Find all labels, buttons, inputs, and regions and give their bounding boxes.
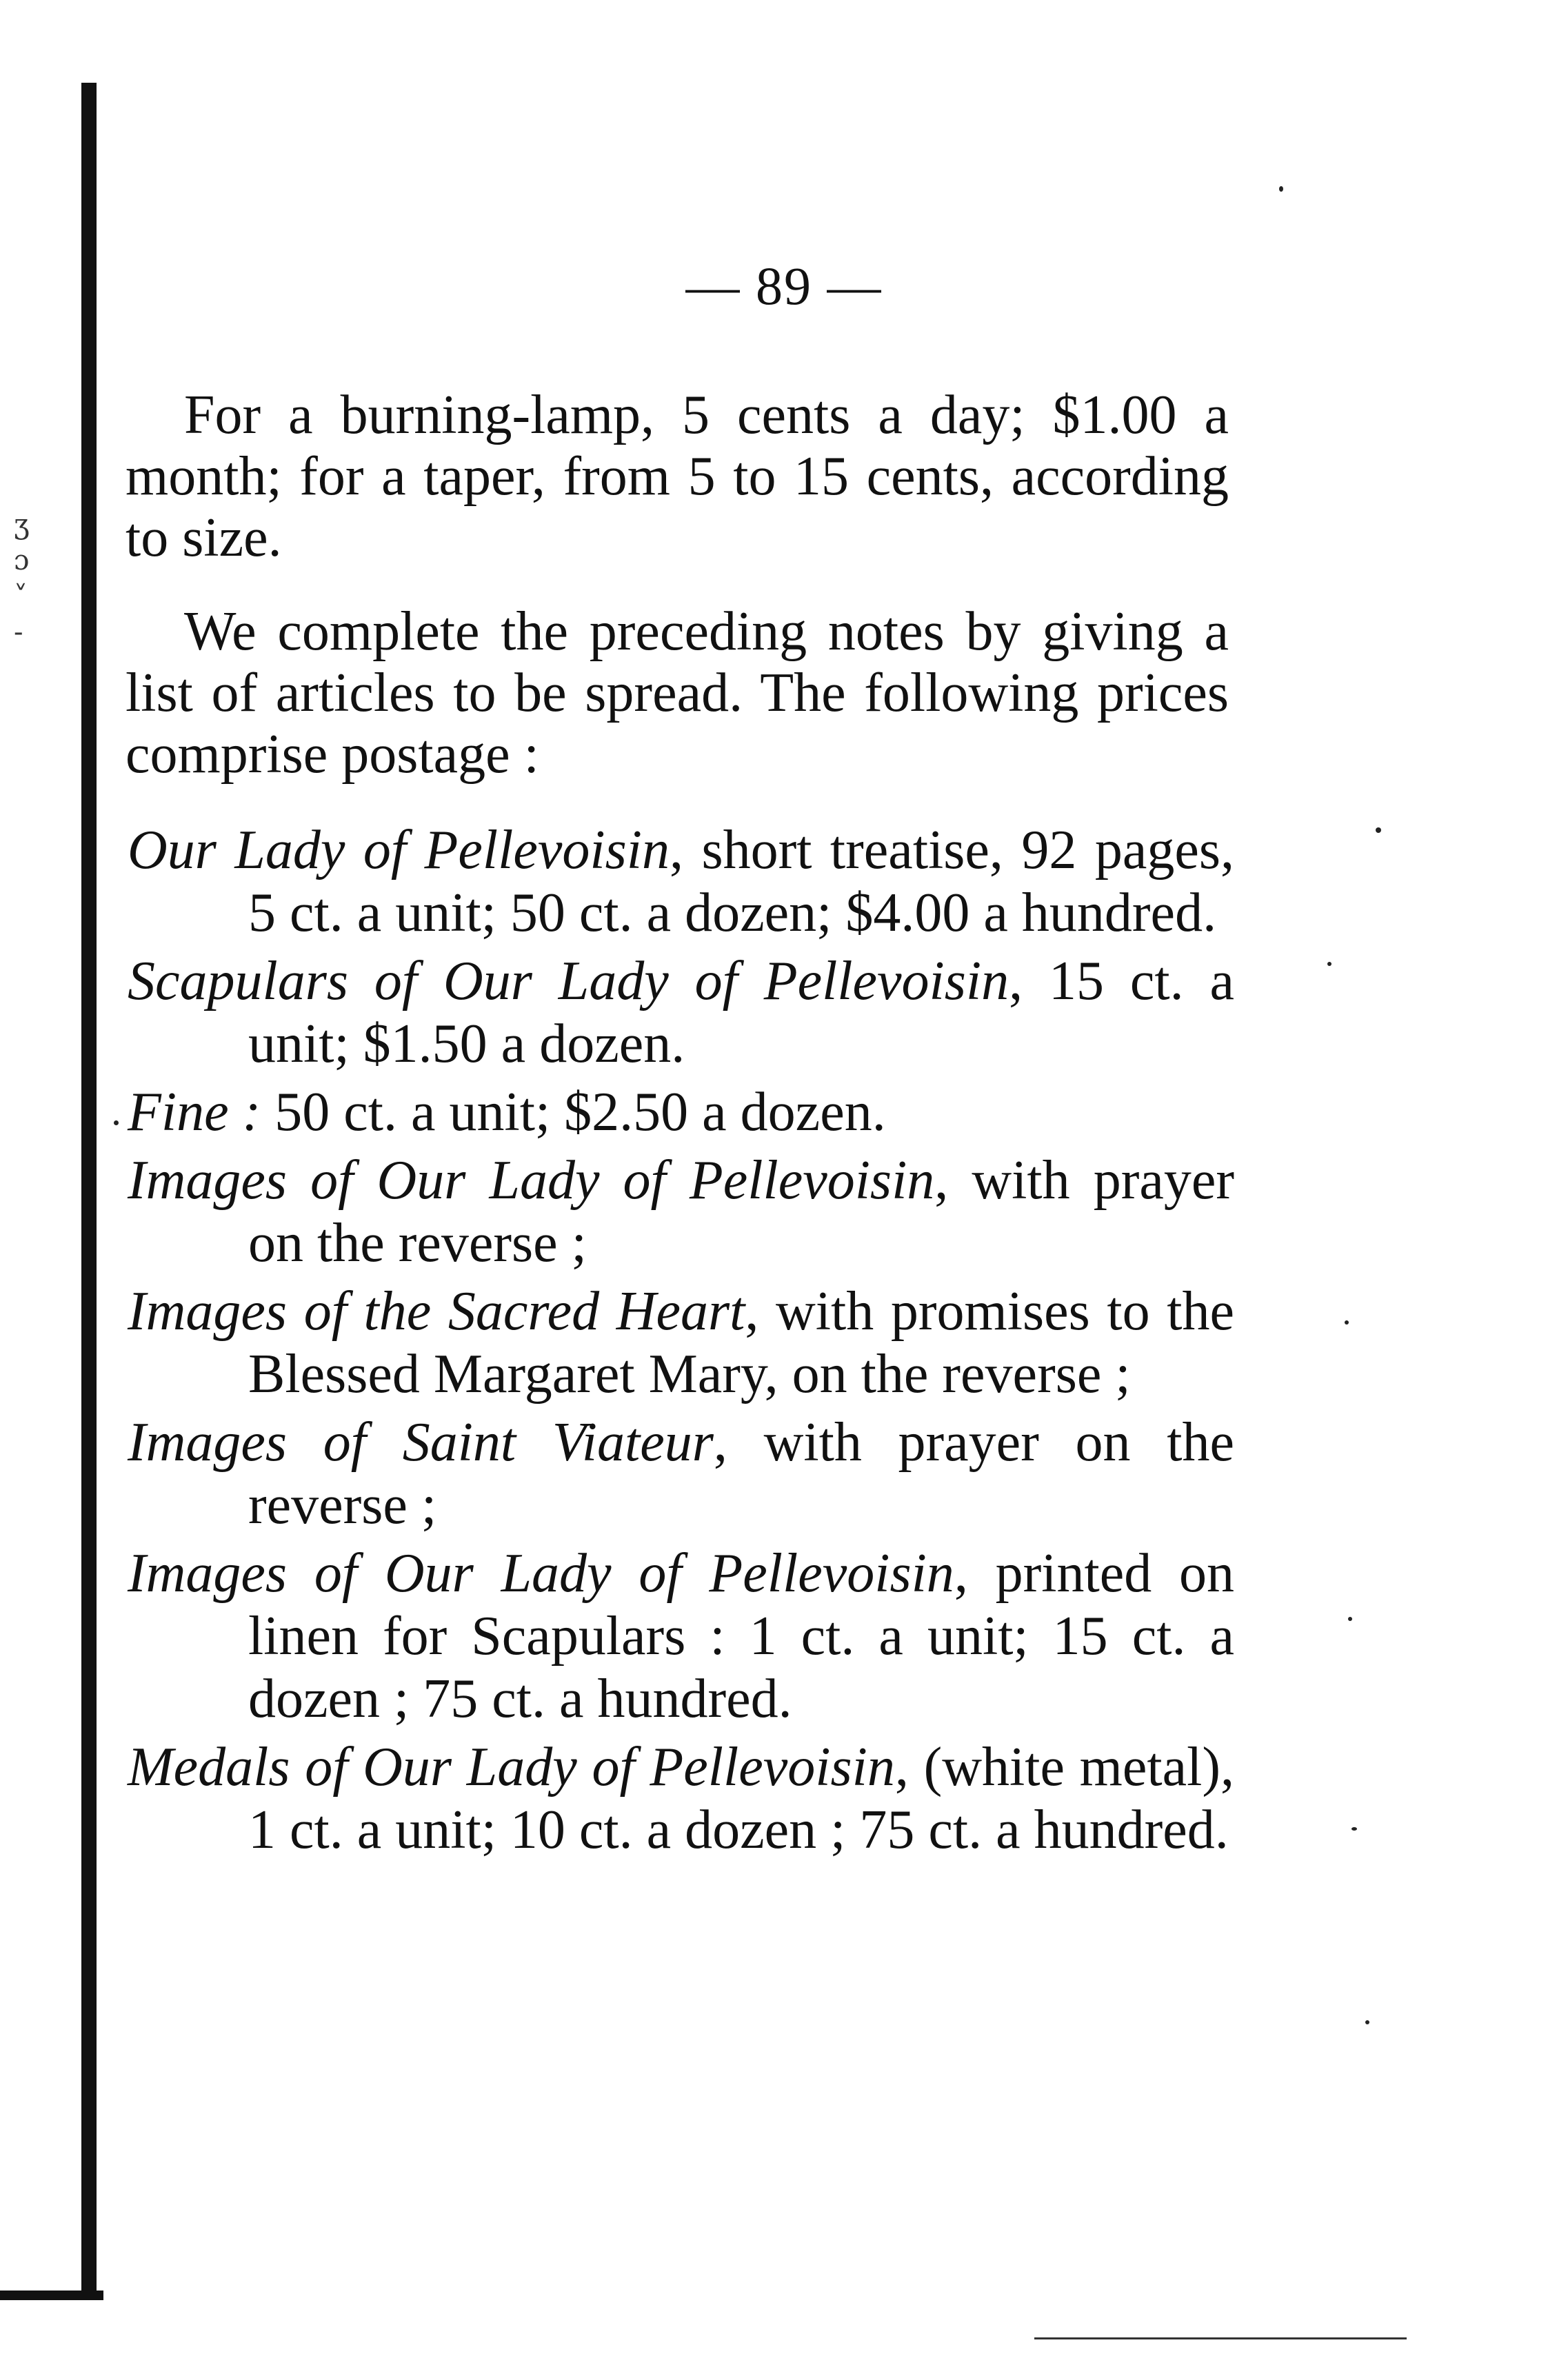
item-details: , 15 ct. a unit; $1.50 a dozen. xyxy=(248,951,1234,1074)
item-details: , (white metal), 1 ct. a unit; 10 ct. a dozen ; 75 ct. a hundred. xyxy=(248,1737,1234,1860)
speck xyxy=(1351,1827,1357,1831)
binding-gutter-foot xyxy=(0,2291,103,2300)
speck xyxy=(1365,2020,1369,2024)
item-title: Images of the Sacred Heart xyxy=(128,1281,745,1342)
list-item xyxy=(128,1736,1234,1862)
item-details: , with promises to the Blessed Margaret Mary, on the reverse ; xyxy=(248,1281,1234,1405)
item-title: Our Lady of Pellevoisin xyxy=(128,820,670,880)
item-details: , with prayer on the reverse ; xyxy=(248,1150,1234,1273)
list-item xyxy=(128,1081,1234,1144)
article-price-list xyxy=(128,819,1234,1867)
list-item xyxy=(128,1149,1234,1275)
list-item xyxy=(128,1411,1234,1537)
item-details: , printed on linen for Scapulars : 1 ct. a unit; 15 ct. a dozen ; 75 ct. a hundred. xyxy=(248,1543,1234,1729)
list-item xyxy=(128,1542,1234,1731)
item-title: Images of Our Lady of Pellevoisin xyxy=(128,1543,954,1604)
list-item xyxy=(128,950,1234,1076)
speck xyxy=(114,1120,119,1125)
item-details: , with prayer on the reverse ; xyxy=(248,1412,1234,1536)
item-title: Images of Our Lady of Pellevoisin xyxy=(128,1150,935,1211)
item-details: 50 ct. a unit; $2.50 a dozen. xyxy=(261,1082,886,1142)
edge-marks: ʒ ɔ ˅ - xyxy=(14,509,30,648)
list-item xyxy=(128,819,1234,945)
page-number: — 89 — xyxy=(685,256,883,316)
speck xyxy=(1376,827,1381,833)
bottom-scan-line xyxy=(1034,2337,1407,2339)
speck xyxy=(1327,962,1331,966)
speck xyxy=(1345,1320,1349,1325)
item-title: Scapulars of Our Lady of Pellevoisin xyxy=(128,951,1009,1011)
speck xyxy=(1348,1617,1352,1621)
list-item xyxy=(128,1280,1234,1406)
item-details: , short treatise, 92 pages, 5 ct. a unit; 50 ct. a dozen; $4.00 a hundred. xyxy=(248,820,1235,943)
paragraph-articles-intro: We complete the preceding notes by giving a list of articles to be spread. The following prices comprise postage : xyxy=(125,601,1229,785)
item-title: Fine : xyxy=(128,1082,261,1142)
binding-gutter-bar xyxy=(81,83,97,2299)
item-title: Images of Saint Viateur xyxy=(128,1412,714,1473)
speck xyxy=(1279,186,1283,192)
item-title: Medals of Our Lady of Pellevoisin xyxy=(128,1737,895,1798)
paragraph-lamp-prices: For a burning-lamp, 5 cents a day; $1.00 a month; for a taper, from 5 to 15 cents, according to size. xyxy=(125,385,1229,568)
